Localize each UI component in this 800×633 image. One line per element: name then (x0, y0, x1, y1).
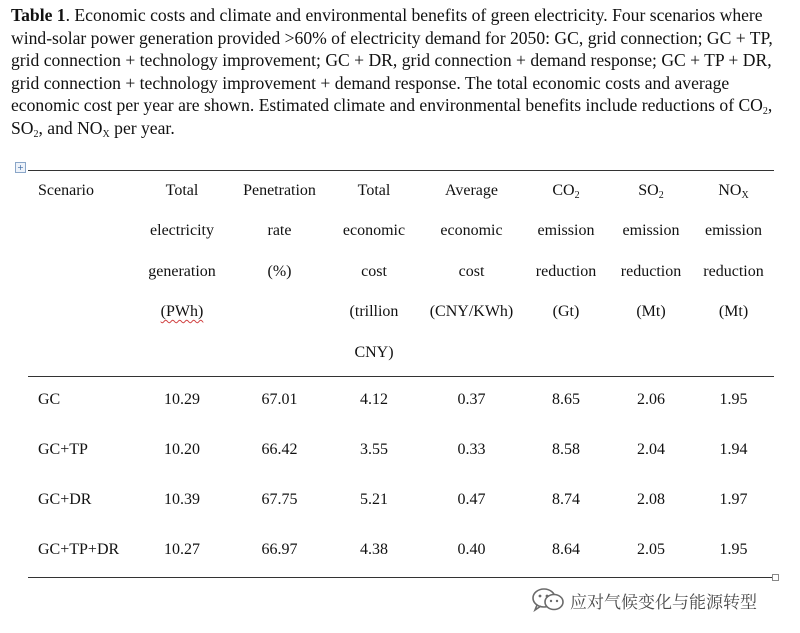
caption-line-3: grid connection; GC + TP, grid connection + technology improvement; GC + DR, grid (11, 27, 773, 71)
cell-scenario: GC+TP+DR (38, 541, 120, 559)
cell-co2: 8.58 (552, 441, 580, 459)
table-row (28, 425, 774, 475)
table-bottom-rule (28, 577, 774, 578)
cell-nox: 1.95 (719, 391, 748, 409)
cell-co2: 8.64 (552, 541, 580, 559)
cell-total-cost: 5.21 (360, 491, 388, 509)
caption-line-2: scenarios where wind-solar power generation provided >60% of electricity demand for 2050: GC, (11, 5, 763, 48)
table-row (28, 525, 774, 575)
table-header-row (28, 171, 774, 375)
cell-scenario: GC+DR (38, 491, 92, 509)
cell-total-cost: 4.12 (360, 391, 388, 409)
caption-label: Table 1 (11, 5, 66, 25)
watermark-text: 应对气候变化与能源转型 (570, 592, 757, 613)
header-co2: $CO_2$ emission reduction (Gt) (535, 182, 597, 321)
caption-line-1: . Economic costs and climate and environmental benefits of green electricity. Four (65, 5, 646, 25)
table-caption (11, 4, 797, 140)
table-move-handle-icon[interactable]: + (15, 162, 26, 173)
cell-nox: 1.95 (719, 541, 748, 559)
header-scenario: Scenario (38, 182, 94, 199)
table-resize-handle-icon[interactable] (772, 574, 779, 581)
cell-average-cost: 0.40 (457, 541, 486, 559)
caption-line-4: connection + demand response; GC + TP + DR, grid connection + technology improvement + (11, 50, 772, 93)
cell-penetration: 67.75 (261, 491, 298, 509)
cell-generation: 10.29 (164, 391, 200, 409)
cell-so2: 2.05 (637, 541, 665, 559)
wechat-watermark (530, 585, 757, 615)
cell-so2: 2.04 (637, 441, 665, 459)
table-row (28, 375, 774, 425)
cell-nox: 1.94 (719, 441, 748, 459)
cell-penetration: 66.97 (261, 541, 298, 559)
cell-average-cost: 0.33 (457, 441, 486, 459)
caption-line-6: Estimated climate and environmental benefits include reductions of $CO_2$, $SO_2$, and $NO_X$ per year. (11, 95, 773, 140)
caption-line-5: demand response. The total economic costs and average economic cost per year are shown. (11, 72, 730, 116)
data-table (28, 171, 774, 575)
cell-total-cost: 4.38 (360, 541, 388, 559)
cell-co2: 8.65 (552, 391, 580, 409)
cell-penetration: 66.42 (261, 441, 298, 459)
wechat-icon (530, 586, 566, 614)
header-total-cost: Total economic cost (trillion CNY) (342, 182, 406, 361)
header-average-cost: Average economic cost (CNY/KWh) (429, 182, 514, 321)
cell-scenario: GC (38, 391, 61, 409)
table-row (28, 475, 774, 525)
cell-total-cost: 3.55 (360, 441, 388, 459)
cell-scenario: GC+TP (38, 441, 88, 459)
header-generation: Total electricity generation (PWh) (148, 182, 216, 321)
cell-generation: 10.20 (164, 441, 200, 459)
cell-so2: 2.08 (637, 491, 665, 509)
cell-nox: 1.97 (719, 491, 748, 509)
cell-generation: 10.27 (164, 541, 200, 559)
cell-so2: 2.06 (637, 391, 665, 409)
cell-penetration: 67.01 (261, 391, 298, 409)
header-nox: $NO_X$ emission reduction (Mt) (703, 182, 764, 321)
cell-average-cost: 0.37 (457, 391, 486, 409)
cell-average-cost: 0.47 (457, 491, 486, 509)
header-so2: $SO_2$ emission reduction (Mt) (620, 182, 682, 321)
cell-co2: 8.74 (552, 491, 580, 509)
cell-generation: 10.39 (164, 491, 200, 509)
header-penetration: Penetration rate (%) (243, 182, 316, 280)
